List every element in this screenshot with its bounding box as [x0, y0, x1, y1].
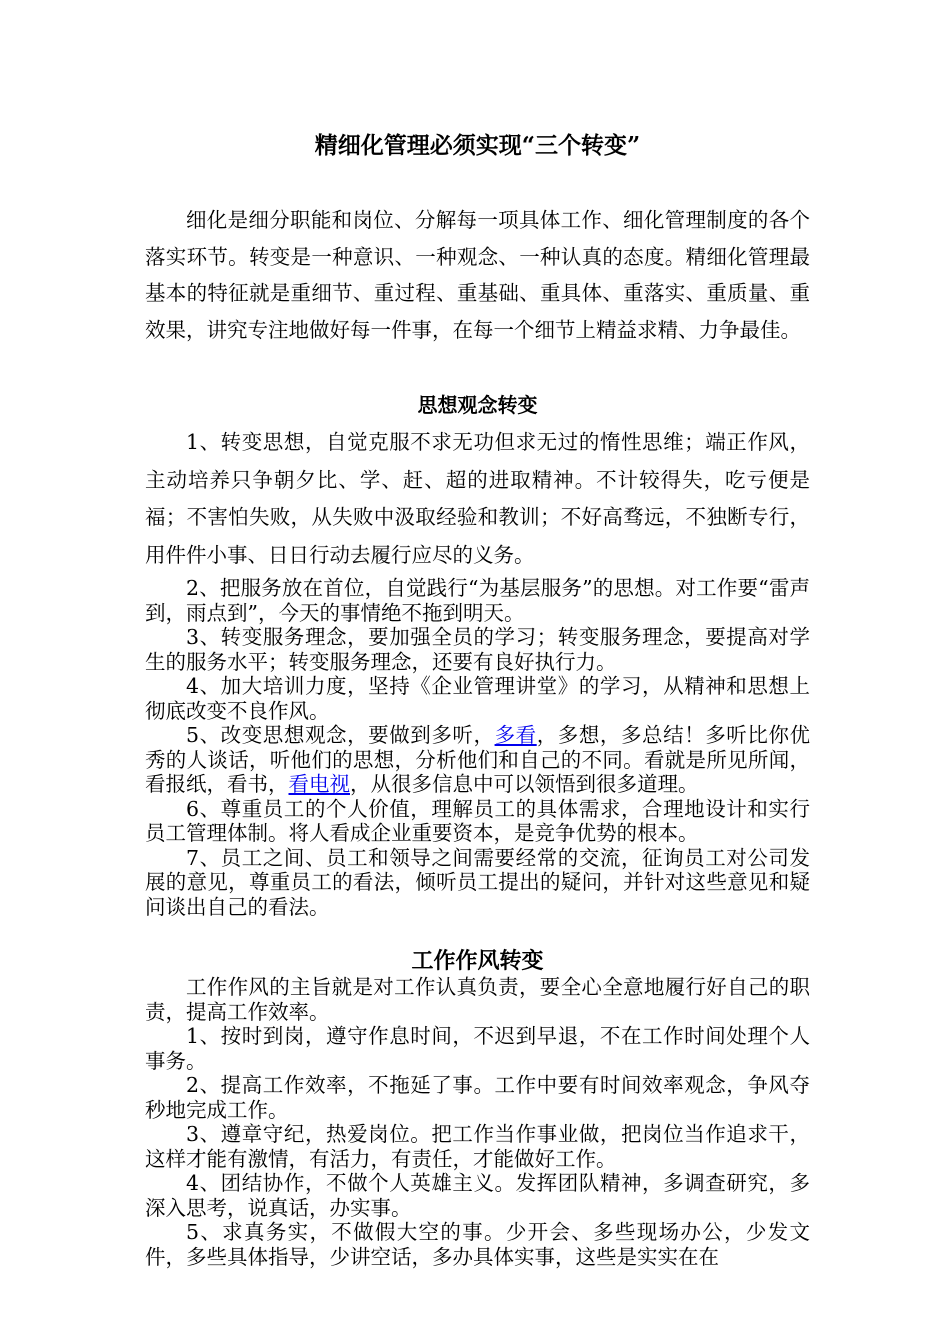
intro-paragraph: 细化是细分职能和岗位、分解每一项具体工作、细化管理制度的各个落实环节。转变是一种意识、一种观念、一种认真的态度。精细化管理最基本的特征就是重细节、重过程、重基础、重具体、重落实、重质量、重效果，讲究专注地做好每一件事，在每一个细节上精益求精、力争最佳。 — [145, 208, 810, 342]
thinking-item-5-text-2: ，多想，多总结！多听比你优秀的人谈话，听他们的思想，分析他们和自己的不同。看就是所见所闻，看报纸，看书， — [145, 723, 811, 796]
document-title: 精细化管理必须实现“三个转变” — [314, 132, 641, 159]
work-style-item-5: 5、求真务实，不做假大空的事。少开会、多些现场办公，少发文件，多些具体指导，少讲空话，多办具体实事，这些是实实在在 — [145, 1220, 810, 1269]
thinking-item-5 — [145, 723, 810, 797]
work-style-item-3: 3、遵章守纪，热爱岗位。把工作当作事业做，把岗位当作追求干，这样才能有激情，有活力，有责任，才能做好工作。 — [145, 1122, 810, 1171]
thinking-item-5-text-3: ，从很多信息中可以领悟到很多道理。 — [350, 772, 699, 796]
work-style-intro: 工作作风的主旨就是对工作认真负责，要全心全意地履行好自己的职责，提高工作效率。 — [145, 975, 810, 1024]
section-heading-work-style: 工作作风转变 — [411, 948, 544, 974]
link-kandianshi[interactable]: 看电视 — [288, 772, 350, 796]
thinking-item-7: 7、员工之间、员工和领导之间需要经常的交流，征询员工对公司发展的意见，尊重员工的看法，倾听员工提出的疑问，并针对这些意见和疑问谈出自己的看法。 — [145, 845, 810, 919]
work-style-item-1: 1、按时到岗，遵守作息时间，不迟到早退，不在工作时间处理个人事务。 — [145, 1024, 810, 1073]
work-style-item-2: 2、提高工作效率，不拖延了事。工作中要有时间效率观念，争风夺秒地完成工作。 — [145, 1073, 810, 1122]
section-heading-thinking: 思想观念转变 — [417, 393, 538, 417]
thinking-items-block — [145, 576, 810, 919]
work-style-item-4: 4、团结协作，不做个人英雄主义。发挥团队精神，多调查研究，多深入思考，说真话，办实事。 — [145, 1171, 810, 1220]
thinking-item-2: 2、把服务放在首位，自觉践行“为基层服务”的思想。对工作要“雷声到，雨点到”，今天的事情绝不拖到明天。 — [145, 576, 810, 625]
work-style-block — [145, 975, 810, 1269]
thinking-item-3: 3、转变服务理念，要加强全员的学习；转变服务理念，要提高对学生的服务水平；转变服务理念，还要有良好执行力。 — [145, 625, 810, 674]
thinking-item-1: 1、转变思想，自觉克服不求无功但求无过的惰性思维；端正作风，主动培养只争朝夕比、学、赶、超的进取精神。不计较得失，吃亏便是福；不害怕失败，从失败中汲取经验和教训；不好高骛远，不独断专行，用件件小事、日日行动去履行应尽的义务。 — [145, 430, 810, 567]
thinking-item-4: 4、加大培训力度，坚持《企业管理讲堂》的学习，从精神和思想上彻底改变不良作风。 — [145, 674, 810, 723]
link-duokan[interactable]: 多看 — [494, 723, 537, 747]
thinking-item-6: 6、尊重员工的个人价值，理解员工的具体需求，合理地设计和实行员工管理体制。将人看成企业重要资本，是竞争优势的根本。 — [145, 796, 810, 845]
thinking-item-5-text-1: 5、改变思想观念，要做到多听， — [186, 723, 495, 747]
